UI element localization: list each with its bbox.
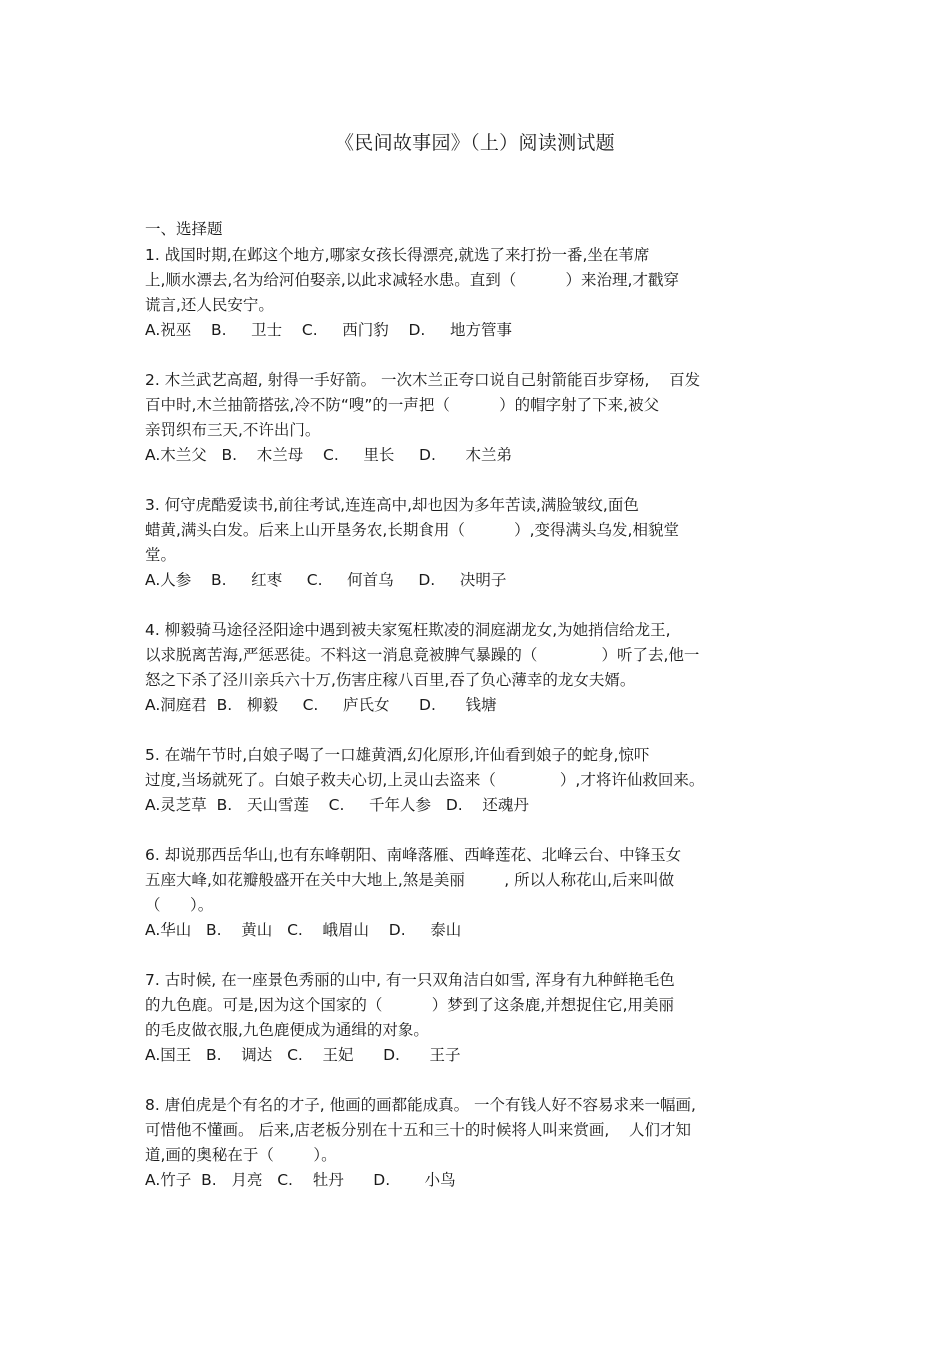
question-text-line: 百中时,木兰抽箭搭弦,冷不防“嗖”的一声把（ ）的帽字射了下来,被父 xyxy=(145,396,660,414)
question-3 xyxy=(145,493,795,593)
question-text-line: 堂。 xyxy=(145,546,177,564)
question-text-line: 道,画的奥秘在于（ ）。 xyxy=(145,1146,337,1164)
page-title: 《民间故事园》（上）阅读测试题 xyxy=(334,132,615,154)
question-text-line: 的毛皮做衣服,九色鹿便成为通缉的对象。 xyxy=(145,1021,429,1039)
question-6 xyxy=(145,843,795,943)
question-text-line: 谎言,还人民安宁。 xyxy=(145,296,274,314)
question-text-line: 8. 唐伯虎是个有名的才子, 他画的画都能成真。 一个有钱人好不容易求来一幅画, xyxy=(145,1096,696,1114)
question-7 xyxy=(145,968,795,1068)
answer-options: A.国王 B. 调达 C. 王妃 D. 王子 xyxy=(145,1046,461,1064)
question-text-line: 6. 却说那西岳华山,也有东峰朝阳、南峰落雁、西峰莲花、北峰云台、中锋玉女 xyxy=(145,846,682,864)
question-text-line: 怒之下杀了泾川亲兵六十万,伤害庄稼八百里,吞了负心薄幸的龙女夫婿。 xyxy=(145,671,636,689)
question-text-line: 亲罚织布三天,不许出门。 xyxy=(145,421,321,439)
question-text-line: 7. 古时候, 在一座景色秀丽的山中, 有一只双角洁白如雪, 浑身有九种鲜艳毛色 xyxy=(145,971,675,989)
question-text-line: 的九色鹿。可是,因为这个国家的（ ）梦到了这条鹿,并想捉住它,用美丽 xyxy=(145,996,675,1014)
answer-options: A.华山 B. 黄山 C. 峨眉山 D. 泰山 xyxy=(145,921,462,939)
question-text-line: 蜡黄,满头白发。后来上山开垦务农,长期食用（ ）,变得满头乌发,相貌堂 xyxy=(145,521,679,539)
question-8 xyxy=(145,1093,795,1193)
question-1 xyxy=(145,243,795,343)
answer-options: A.洞庭君 B. 柳毅 C. 庐氏女 D. 钱塘 xyxy=(145,696,497,714)
answer-options: A.祝巫 B. 卫士 C. 西门豹 D. 地方管事 xyxy=(145,321,512,339)
answer-options: A.竹子 B. 月亮 C. 牡丹 D. 小鸟 xyxy=(145,1171,456,1189)
question-2 xyxy=(145,368,795,468)
answer-options: A.灵芝草 B. 天山雪莲 C. 千年人参 D. 还魂丹 xyxy=(145,796,529,814)
question-text-line: 3. 何守虎酷爱读书,前往考试,连连高中,却也因为多年苦读,满脸皱纹,面色 xyxy=(145,496,639,514)
question-text-line: 4. 柳毅骑马途径泾阳途中遇到被夫家冤枉欺凌的洞庭湖龙女,为她捎信给龙王, xyxy=(145,621,671,639)
question-4 xyxy=(145,618,795,718)
question-text-line: 可惜他不懂画。 后来,店老板分别在十五和三十的时候将人叫来赏画, 人们才知 xyxy=(145,1121,691,1139)
section-heading: 一、选择题 xyxy=(145,220,223,238)
question-text-line: 过度,当场就死了。白娘子救夫心切,上灵山去盗来（ ）,才将许仙救回来。 xyxy=(145,771,705,789)
question-5 xyxy=(145,743,795,818)
question-text-line: 以求脱离苦海,严惩恶徒。不料这一消息竟被脾气暴躁的（ ）听了去,他一 xyxy=(145,646,700,664)
question-text-line: 1. 战国时期,在邺这个地方,哪家女孩长得漂亮,就选了来打扮一番,坐在苇席 xyxy=(145,246,650,264)
quiz-content xyxy=(145,217,795,1218)
question-text-line: 5. 在端午节时,白娘子喝了一口雄黄酒,幻化原形,许仙看到娘子的蛇身,惊吓 xyxy=(145,746,650,764)
answer-options: A.木兰父 B. 木兰母 C. 里长 D. 木兰弟 xyxy=(145,446,512,464)
question-text-line: （ ）。 xyxy=(145,896,214,914)
answer-options: A.人参 B. 红枣 C. 何首乌 D. 决明子 xyxy=(145,571,507,589)
question-text-line: 2. 木兰武艺高超, 射得一手好箭。 一次木兰正夸口说自己射箭能百步穿杨, 百发 xyxy=(145,371,701,389)
question-text-line: 上,顺水漂去,名为给河伯娶亲,以此求减轻水患。直到（ ）来治理,才戳穿 xyxy=(145,271,679,289)
question-text-line: 五座大峰,如花瓣般盛开在关中大地上,煞是美丽 , 所以人称花山,后来叫做 xyxy=(145,871,675,889)
